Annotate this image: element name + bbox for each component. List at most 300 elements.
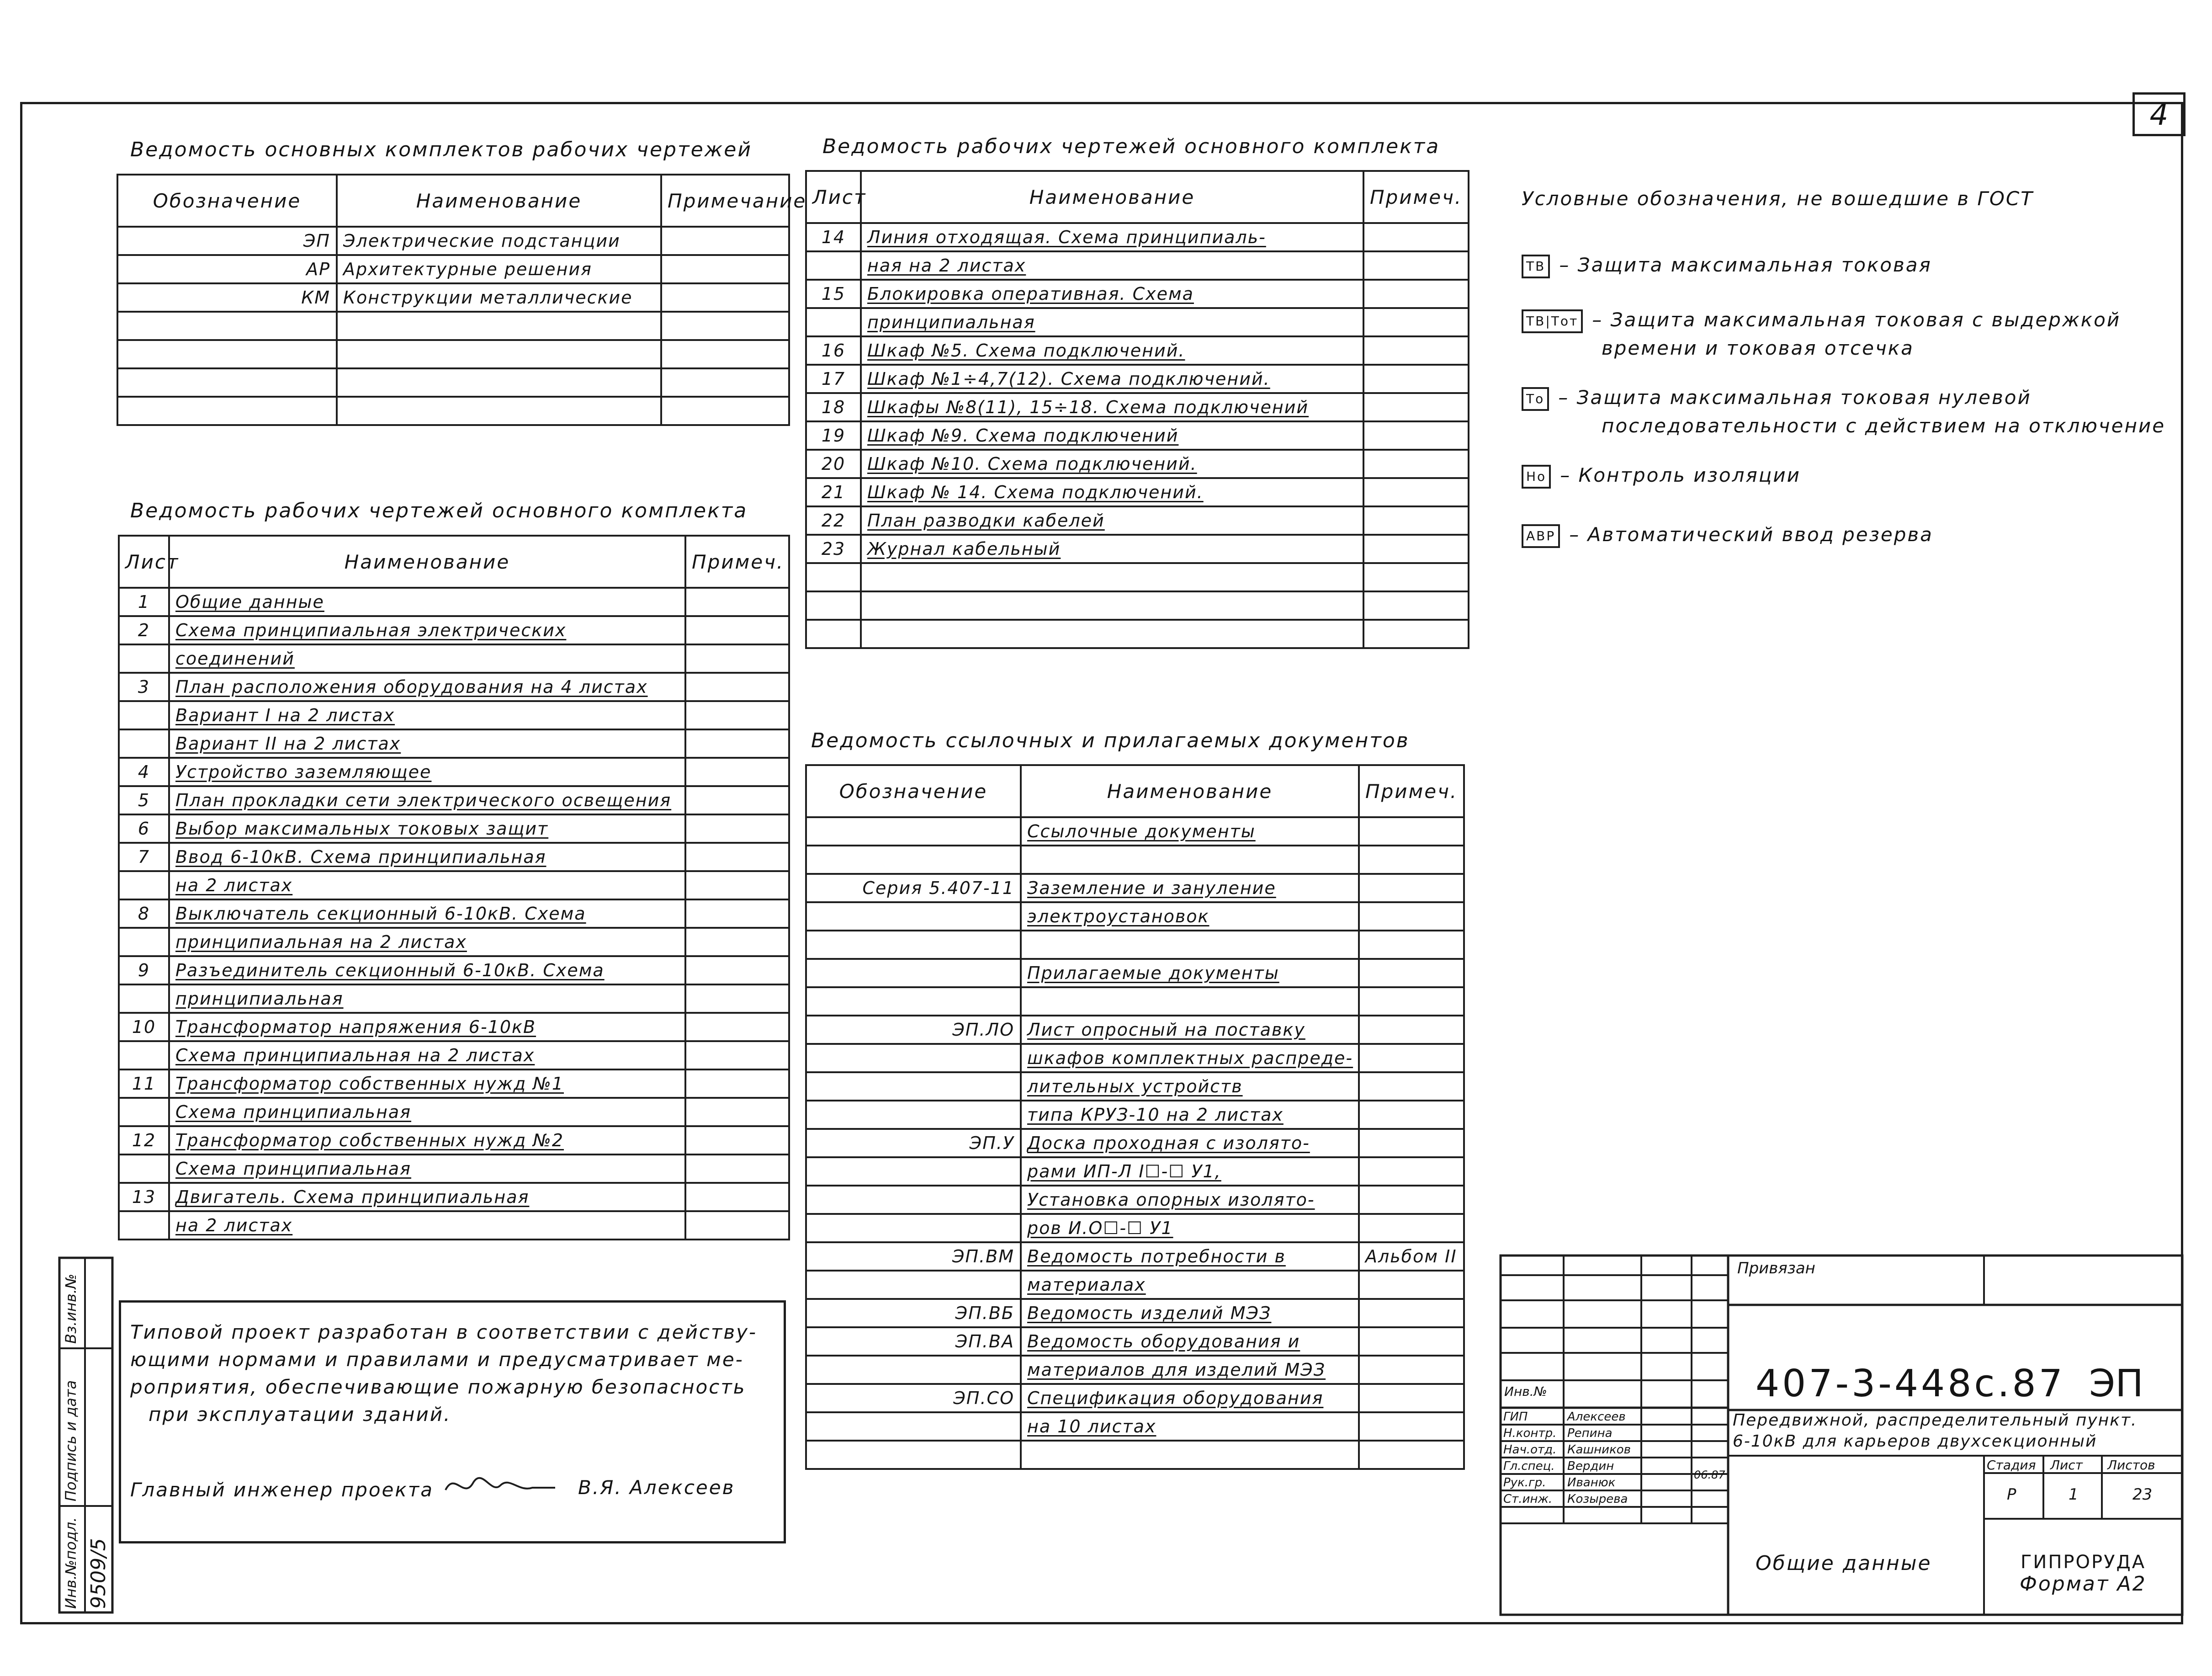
legend-dash: – <box>1558 386 1577 409</box>
table-row <box>119 1069 789 1098</box>
cell-name: лительных устройств <box>1021 1072 1359 1101</box>
cell-code <box>806 931 1021 959</box>
cell-sheet: 1 <box>119 588 169 616</box>
cell-code <box>806 1356 1021 1384</box>
cell-note <box>1359 1441 1464 1469</box>
table-row <box>806 1214 1464 1242</box>
table-row <box>806 535 1469 563</box>
cell-sheet: 11 <box>119 1069 169 1098</box>
cell-code <box>806 1072 1021 1101</box>
table-row <box>119 1098 789 1126</box>
table-row <box>806 450 1469 478</box>
signer-name: Вердин <box>1567 1459 1614 1473</box>
cell-note <box>1359 931 1464 959</box>
cell-sheet: 2 <box>119 616 169 644</box>
cell-sheet: 16 <box>806 336 861 365</box>
cell-note <box>685 899 789 928</box>
table-row <box>806 1271 1464 1299</box>
cell-name: Спецификация оборудования <box>1021 1384 1359 1412</box>
cell-name: Ведомость оборудования и <box>1021 1327 1359 1356</box>
cell-name: План прокладки сети электрического освещения <box>169 786 685 814</box>
table-row <box>119 701 789 729</box>
cell-sheet: 23 <box>806 535 861 563</box>
cell-name: Трансформатор напряжения 6-10кВ <box>169 1013 685 1041</box>
cell-note <box>1359 1129 1464 1157</box>
cell-note <box>1363 506 1469 535</box>
cell-name: Шкаф №5. Схема подключений. <box>861 336 1363 365</box>
cell-name: Архитектурные решения <box>337 255 661 283</box>
cell-name: типа КРУЗ-10 на 2 листах <box>1021 1101 1359 1129</box>
cell-name: План расположения оборудования на 4 листах <box>169 673 685 701</box>
cell-sheet <box>119 871 169 899</box>
cell-name <box>861 563 1363 591</box>
cell-note <box>685 928 789 956</box>
cell-sheet <box>806 251 861 280</box>
side-label-replace-inv: Вз.инв.№ <box>62 1273 80 1344</box>
cell-note <box>1359 1044 1464 1072</box>
table-row <box>117 340 789 368</box>
cell-sheet: 15 <box>806 280 861 308</box>
col-header-name: Наименование <box>1021 765 1359 817</box>
cell-sheet <box>806 563 861 591</box>
table-row <box>806 1044 1464 1072</box>
refs-table-caption: Ведомость ссылочных и прилагаемых документов <box>811 729 1410 752</box>
cell-note <box>685 588 789 616</box>
table-row <box>806 817 1464 846</box>
cell-note <box>661 340 789 368</box>
table-row <box>806 393 1469 421</box>
table-row <box>119 588 789 616</box>
legend-text: Защита максимальная токовая <box>1577 254 1932 276</box>
signer-role: Нач.отд. <box>1503 1443 1557 1457</box>
table-row <box>117 368 789 397</box>
cell-name: ная на 2 листах <box>861 251 1363 280</box>
cell-name: Ведомость изделий МЭЗ <box>1021 1299 1359 1327</box>
cell-note: Альбом II <box>1359 1242 1464 1271</box>
table-row <box>806 1299 1464 1327</box>
signer-role: ГИП <box>1503 1410 1528 1424</box>
title-line-2: 6-10кВ для карьеров двухсекционный <box>1733 1432 2097 1451</box>
cell-name <box>1021 1441 1359 1469</box>
cell-note <box>685 984 789 1013</box>
cell-name: принципиальная <box>169 984 685 1013</box>
bound-label: Привязан <box>1737 1259 1815 1277</box>
col-header-code: Обозначение <box>806 765 1021 817</box>
cell-note <box>1363 308 1469 336</box>
cell-code: КМ <box>117 283 337 312</box>
cell-note <box>661 312 789 340</box>
side-stamp <box>58 1257 113 1613</box>
drawings-table-1-caption: Ведомость рабочих чертежей основного комплекта <box>130 499 748 522</box>
cell-name: на 10 листах <box>1021 1412 1359 1441</box>
cell-name: Прилагаемые документы <box>1021 959 1359 987</box>
refs-table <box>805 764 1465 1470</box>
cell-code <box>806 1044 1021 1072</box>
drawings-table-2 <box>805 170 1469 649</box>
cell-sheet <box>119 928 169 956</box>
table-row <box>806 223 1469 251</box>
signer-name: Кашников <box>1567 1443 1631 1457</box>
cell-code <box>806 817 1021 846</box>
table-row <box>119 729 789 758</box>
cell-name <box>337 368 661 397</box>
table-row <box>806 563 1469 591</box>
cell-note <box>1359 987 1464 1016</box>
cell-note <box>1359 1101 1464 1129</box>
cell-note <box>1363 563 1469 591</box>
table-header-row <box>806 171 1469 223</box>
col-header-name: Наименование <box>337 175 661 227</box>
cell-note <box>685 1155 789 1183</box>
cell-note <box>1359 1214 1464 1242</box>
cell-sheet: 18 <box>806 393 861 421</box>
signer-name: Козырева <box>1567 1492 1628 1506</box>
cell-note <box>661 283 789 312</box>
table-row <box>806 365 1469 393</box>
cell-note <box>661 227 789 255</box>
note-box <box>119 1300 786 1543</box>
cell-name: Шкаф №1÷4,7(12). Схема подключений. <box>861 365 1363 393</box>
cell-sheet: 21 <box>806 478 861 506</box>
cell-name: Выбор максимальных токовых защит <box>169 814 685 843</box>
cell-note <box>1359 1327 1464 1356</box>
cell-note <box>1359 1412 1464 1441</box>
legend-item <box>1522 523 1933 548</box>
cell-note <box>1359 1016 1464 1044</box>
legend-symbol: АВР <box>1522 524 1560 548</box>
cell-note <box>1363 280 1469 308</box>
col-header-note: Примеч. <box>685 536 789 588</box>
legend-item <box>1522 309 2121 333</box>
legend-symbol: Но <box>1522 465 1551 489</box>
signer-role: Рук.гр. <box>1503 1476 1546 1490</box>
cell-name: Шкафы №8(11), 15÷18. Схема подключений <box>861 393 1363 421</box>
cell-name: принципиальная на 2 листах <box>169 928 685 956</box>
sheet-value: 1 <box>2069 1485 2079 1504</box>
cell-name <box>337 397 661 425</box>
cell-name: Шкаф №10. Схема подключений. <box>861 450 1363 478</box>
cell-sheet: 14 <box>806 223 861 251</box>
cell-name: Двигатель. Схема принципиальная <box>169 1183 685 1211</box>
title-line-1: Передвижной, распределительный пункт. <box>1733 1411 2138 1430</box>
table-row <box>117 227 789 255</box>
cell-note <box>685 644 789 673</box>
side-label-inv: Инв.№подл. <box>62 1517 80 1609</box>
cell-name: Трансформатор собственных нужд №2 <box>169 1126 685 1155</box>
cell-name: соединений <box>169 644 685 673</box>
cell-note <box>685 1098 789 1126</box>
cell-note <box>1359 1157 1464 1186</box>
note-line: при эксплуатации зданий. <box>149 1403 451 1426</box>
cell-sheet <box>119 1041 169 1069</box>
cell-name: ров И.О☐-☐ У1 <box>1021 1214 1359 1242</box>
cell-code <box>806 959 1021 987</box>
cell-name: Устройство заземляющее <box>169 758 685 786</box>
cell-note <box>685 673 789 701</box>
table-row <box>806 308 1469 336</box>
cell-name: принципиальная <box>861 308 1363 336</box>
cell-code <box>806 902 1021 931</box>
cell-note <box>685 1126 789 1155</box>
sheets-value: 23 <box>2132 1485 2153 1504</box>
cell-sheet: 10 <box>119 1013 169 1041</box>
cell-name: План разводки кабелей <box>861 506 1363 535</box>
table-row <box>806 1441 1464 1469</box>
table-row <box>806 620 1469 648</box>
cell-note <box>685 871 789 899</box>
table-row <box>806 506 1469 535</box>
table-row <box>806 987 1464 1016</box>
drawings-table-1 <box>118 535 790 1240</box>
table-row <box>806 1412 1464 1441</box>
cell-name <box>1021 987 1359 1016</box>
table-row <box>119 758 789 786</box>
col-header-sheet: Лист <box>806 171 861 223</box>
cell-note <box>685 814 789 843</box>
section-code: ЭП <box>2089 1362 2143 1405</box>
cell-code: ЭП.У <box>806 1129 1021 1157</box>
page-number: 4 <box>2132 92 2185 136</box>
cell-name: Схема принципиальная электрических <box>169 616 685 644</box>
signer-role: Н.контр. <box>1503 1426 1557 1440</box>
cell-note <box>685 1069 789 1098</box>
cell-note <box>1363 223 1469 251</box>
cell-note <box>1359 846 1464 874</box>
cell-note <box>1359 1072 1464 1101</box>
cell-note <box>1359 817 1464 846</box>
cell-name: Конструкции металлические <box>337 283 661 312</box>
cell-name <box>337 340 661 368</box>
cell-note <box>1363 251 1469 280</box>
sets-table-caption: Ведомость основных комплектов рабочих чертежей <box>130 138 752 161</box>
cell-note <box>685 843 789 871</box>
cell-sheet: 4 <box>119 758 169 786</box>
cell-name: на 2 листах <box>169 1211 685 1240</box>
sign-date: 06.87 <box>1694 1468 1725 1481</box>
cell-sheet <box>119 984 169 1013</box>
table-row <box>119 928 789 956</box>
note-line: ющими нормами и правилами и предусматривает ме- <box>130 1348 744 1371</box>
legend-dash: – <box>1569 523 1588 546</box>
legend-text-continued: времени и токовая отсечка <box>1602 337 1914 359</box>
cell-sheet: 22 <box>806 506 861 535</box>
cell-name: Заземление и зануление <box>1021 874 1359 902</box>
cell-name: шкафов комплектных распреде- <box>1021 1044 1359 1072</box>
table-row <box>117 283 789 312</box>
cell-sheet: 8 <box>119 899 169 928</box>
table-row <box>119 673 789 701</box>
cell-name: материалах <box>1021 1271 1359 1299</box>
cell-name: Журнал кабельный <box>861 535 1363 563</box>
table-row <box>119 1013 789 1041</box>
table-row <box>806 421 1469 450</box>
table-row <box>806 931 1464 959</box>
cell-name: Выключатель секционный 6-10кВ. Схема <box>169 899 685 928</box>
cell-code: ЭП.ВА <box>806 1327 1021 1356</box>
table-row <box>119 1155 789 1183</box>
table-row <box>119 871 789 899</box>
cell-sheet <box>806 620 861 648</box>
cell-name: Трансформатор собственных нужд №1 <box>169 1069 685 1098</box>
table-row <box>119 956 789 984</box>
cell-name: Вариант I на 2 листах <box>169 701 685 729</box>
col-header-name: Наименование <box>861 171 1363 223</box>
cell-name: Вариант II на 2 листах <box>169 729 685 758</box>
cell-note <box>1359 1299 1464 1327</box>
table-row <box>806 1186 1464 1214</box>
table-row <box>119 1211 789 1240</box>
table-row <box>806 336 1469 365</box>
signer-role: Гл.спец. <box>1503 1459 1555 1473</box>
table-row <box>806 478 1469 506</box>
signer-name: Алексеев <box>1567 1410 1626 1424</box>
table-header-row <box>117 175 789 227</box>
table-row <box>119 1183 789 1211</box>
cell-name <box>861 591 1363 620</box>
document-code: 407-3-448с.87 <box>1756 1362 2065 1405</box>
cell-name: электроустановок <box>1021 902 1359 931</box>
cell-note <box>685 1013 789 1041</box>
cell-name: Схема принципиальная <box>169 1098 685 1126</box>
cell-name: материалов для изделий МЭЗ <box>1021 1356 1359 1384</box>
cell-name: Ввод 6-10кВ. Схема принципиальная <box>169 843 685 871</box>
side-label-signature: Подпись и дата <box>62 1380 80 1501</box>
table-row <box>117 312 789 340</box>
cell-name: рами ИП-Л I☐-☐ У1, <box>1021 1157 1359 1186</box>
cell-code: ЭП.СО <box>806 1384 1021 1412</box>
cell-name: Схема принципиальная <box>169 1155 685 1183</box>
cell-name: Шкаф № 14. Схема подключений. <box>861 478 1363 506</box>
legend-item <box>1522 254 1932 278</box>
cell-note <box>685 758 789 786</box>
cell-sheet: 7 <box>119 843 169 871</box>
table-row <box>806 280 1469 308</box>
table-header-row <box>119 536 789 588</box>
table-row <box>806 959 1464 987</box>
table-row <box>806 1129 1464 1157</box>
cell-note <box>1359 1356 1464 1384</box>
legend-text: Защита максимальная токовая с выдержкой <box>1610 309 2121 331</box>
cell-note <box>661 255 789 283</box>
legend-text: Защита максимальная токовая нулевой <box>1576 386 2032 409</box>
cell-name: Ведомость потребности в <box>1021 1242 1359 1271</box>
cell-code <box>806 1412 1021 1441</box>
cell-note <box>1359 874 1464 902</box>
table-row <box>806 1101 1464 1129</box>
table-row <box>119 786 789 814</box>
cell-note <box>685 1041 789 1069</box>
cell-sheet <box>119 1155 169 1183</box>
table-row <box>119 899 789 928</box>
col-header-code: Обозначение <box>117 175 337 227</box>
table-row <box>806 846 1464 874</box>
cell-code <box>806 1214 1021 1242</box>
cell-code <box>806 1157 1021 1186</box>
table-row <box>119 644 789 673</box>
cell-sheet <box>119 729 169 758</box>
cell-name: Ссылочные документы <box>1021 817 1359 846</box>
signer-name: Иванюк <box>1567 1476 1616 1490</box>
table-row <box>806 1157 1464 1186</box>
cell-name: Лист опросный на поставку <box>1021 1016 1359 1044</box>
cell-code <box>117 397 337 425</box>
cell-name: Схема принципиальная на 2 листах <box>169 1041 685 1069</box>
cell-note <box>1363 620 1469 648</box>
legend-text: Автоматический ввод резерва <box>1587 523 1933 546</box>
cell-note <box>1359 1186 1464 1214</box>
col-header-note: Примеч. <box>1359 765 1464 817</box>
inv-label: Инв.№ <box>1504 1384 1547 1399</box>
cell-code <box>806 846 1021 874</box>
signature-mark <box>441 1467 560 1504</box>
cell-sheet: 3 <box>119 673 169 701</box>
cell-code <box>117 312 337 340</box>
cell-code: АР <box>117 255 337 283</box>
table-row <box>119 843 789 871</box>
cell-note <box>1363 450 1469 478</box>
cell-sheet: 12 <box>119 1126 169 1155</box>
cell-note <box>1363 478 1469 506</box>
signer-name: Репина <box>1567 1426 1613 1440</box>
organization: ГИПРОРУДА <box>2021 1552 2146 1573</box>
table-row <box>806 251 1469 280</box>
table-row <box>119 984 789 1013</box>
cell-note <box>1359 959 1464 987</box>
cell-code <box>806 1186 1021 1214</box>
table-row <box>806 1356 1464 1384</box>
cell-note <box>1359 902 1464 931</box>
cell-note <box>1363 591 1469 620</box>
cell-sheet <box>119 701 169 729</box>
table-row <box>806 1384 1464 1412</box>
cell-code <box>117 340 337 368</box>
title-block <box>1500 1255 2183 1616</box>
col-header-name: Наименование <box>169 536 685 588</box>
table-row <box>117 397 789 425</box>
signature-name: В.Я. Алексеев <box>578 1476 735 1499</box>
cell-sheet <box>119 1098 169 1126</box>
table-row <box>119 616 789 644</box>
legend-item <box>1522 464 1801 489</box>
legend-symbol: То <box>1522 387 1549 411</box>
cell-name: Электрические подстанции <box>337 227 661 255</box>
cell-note <box>1363 336 1469 365</box>
legend-dash: – <box>1560 464 1579 486</box>
table-header-row <box>806 765 1464 817</box>
legend-title: Условные обозначения, не вошедшие в ГОСТ <box>1522 187 2034 210</box>
cell-sheet: 6 <box>119 814 169 843</box>
cell-name <box>337 312 661 340</box>
cell-name <box>1021 931 1359 959</box>
cell-name <box>861 620 1363 648</box>
cell-sheet <box>119 644 169 673</box>
cell-name: Общие данные <box>169 588 685 616</box>
cell-sheet: 17 <box>806 365 861 393</box>
legend-text: Контроль изоляции <box>1578 464 1801 486</box>
cell-note <box>1363 535 1469 563</box>
stage-value: Р <box>2007 1485 2016 1504</box>
note-line: роприятия, обеспечивающие пожарную безопасность <box>130 1376 746 1398</box>
legend-text-continued: последовательности с действием на отключение <box>1602 415 2166 437</box>
table-row <box>119 1126 789 1155</box>
cell-name: Шкаф №9. Схема подключений <box>861 421 1363 450</box>
col-header-sheet: Лист <box>119 536 169 588</box>
cell-name: Линия отходящая. Схема принципиаль- <box>861 223 1363 251</box>
table-row <box>119 814 789 843</box>
format-label: Формат А2 <box>2020 1572 2147 1596</box>
cell-note <box>685 729 789 758</box>
drawings-table-2-caption: Ведомость рабочих чертежей основного комплекта <box>822 135 1440 158</box>
